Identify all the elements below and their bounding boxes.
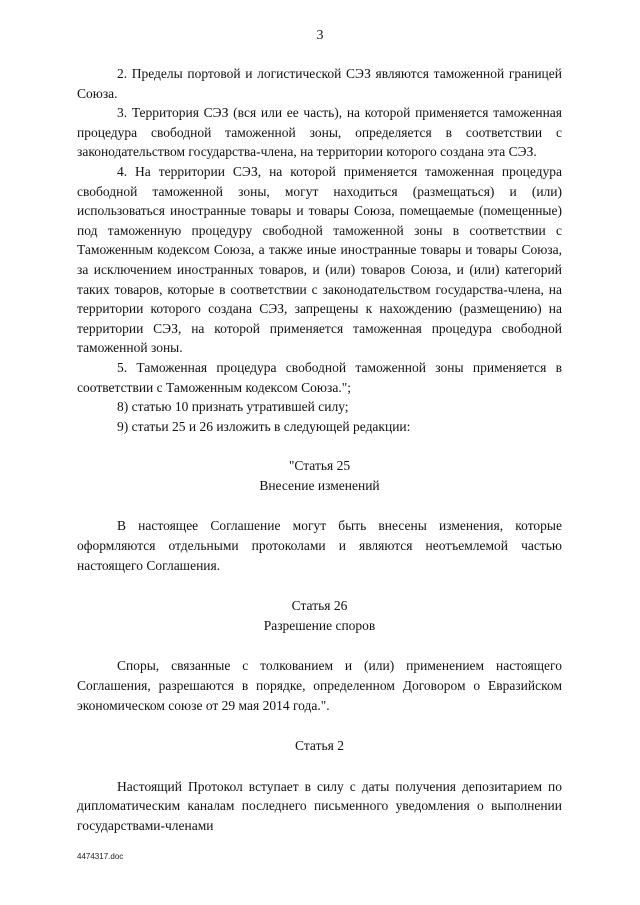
document-footer-filename: 4474317.doc [77,852,124,861]
paragraph-4: 4. На территории СЭЗ, на которой применяется таможенная процедура свободной таможенной зоны, могут находиться (размещаться) и (или) использоваться иностранные товары и товары Союза, помещаемые (помещенные) под таможенную процедуру свободной таможенной зоны в соответствии с Таможенным кодексом Союза, а также иные иностранные товары и товары Союза, за исключением иностранных товаров, и (или) товаров Союза, и (или) категорий таких товаров, которые в соответствии с законодательством государства-члена, на территории которого создана СЭЗ, запрещены к нахождению (размещению) на территории СЭЗ, на которой применяется таможенная процедура свободной таможенной зоны. [77,163,562,356]
article-26-number: Статья 26 [291,598,348,614]
paragraph-5: 5. Таможенная процедура свободной таможенной зоны применяется в соответствии с Таможенным кодексом Союза."; [77,359,562,395]
item-8: 8) статью 10 признать утратившей силу; [117,399,349,415]
article-25-number: "Статья 25 [288,458,351,474]
article-26-title: Разрешение споров [263,617,376,633]
article-25-title: Внесение изменений [259,477,380,493]
paragraph-2: 2. Пределы портовой и логистической СЭЗ являются таможенной границей Союза. [77,66,562,101]
paragraph-3: 3. Территория СЭЗ (вся или ее часть), на которой применяется таможенная процедура свободной таможенной зоны, определяется в соответствии с законодательством государства-члена, на территории которого создана эта СЭЗ. [77,105,562,160]
article-25-text: В настоящее Соглашение могут быть внесены изменения, которые оформляются отдельными протоколами и являются неотъемлемой частью настоящего Соглашения. [77,518,562,573]
article-2-number: Статья 2 [295,738,344,754]
article-26-text: Споры, связанные с толкованием и (или) применением настоящего Соглашения, разрешаются в порядке, определенном Договором о Евразийском экономическом союзе от 29 мая 2014 года.". [77,658,562,713]
document-body [77,64,562,836]
page-number: 3 [316,28,324,43]
item-9: 9) статьи 25 и 26 изложить в следующей редакции: [117,418,411,434]
article-2-text: Настоящий Протокол вступает в силу с даты получения депозитарием по дипломатическим каналам последнего письменного уведомления о выполнении государствами-членами [77,778,562,833]
